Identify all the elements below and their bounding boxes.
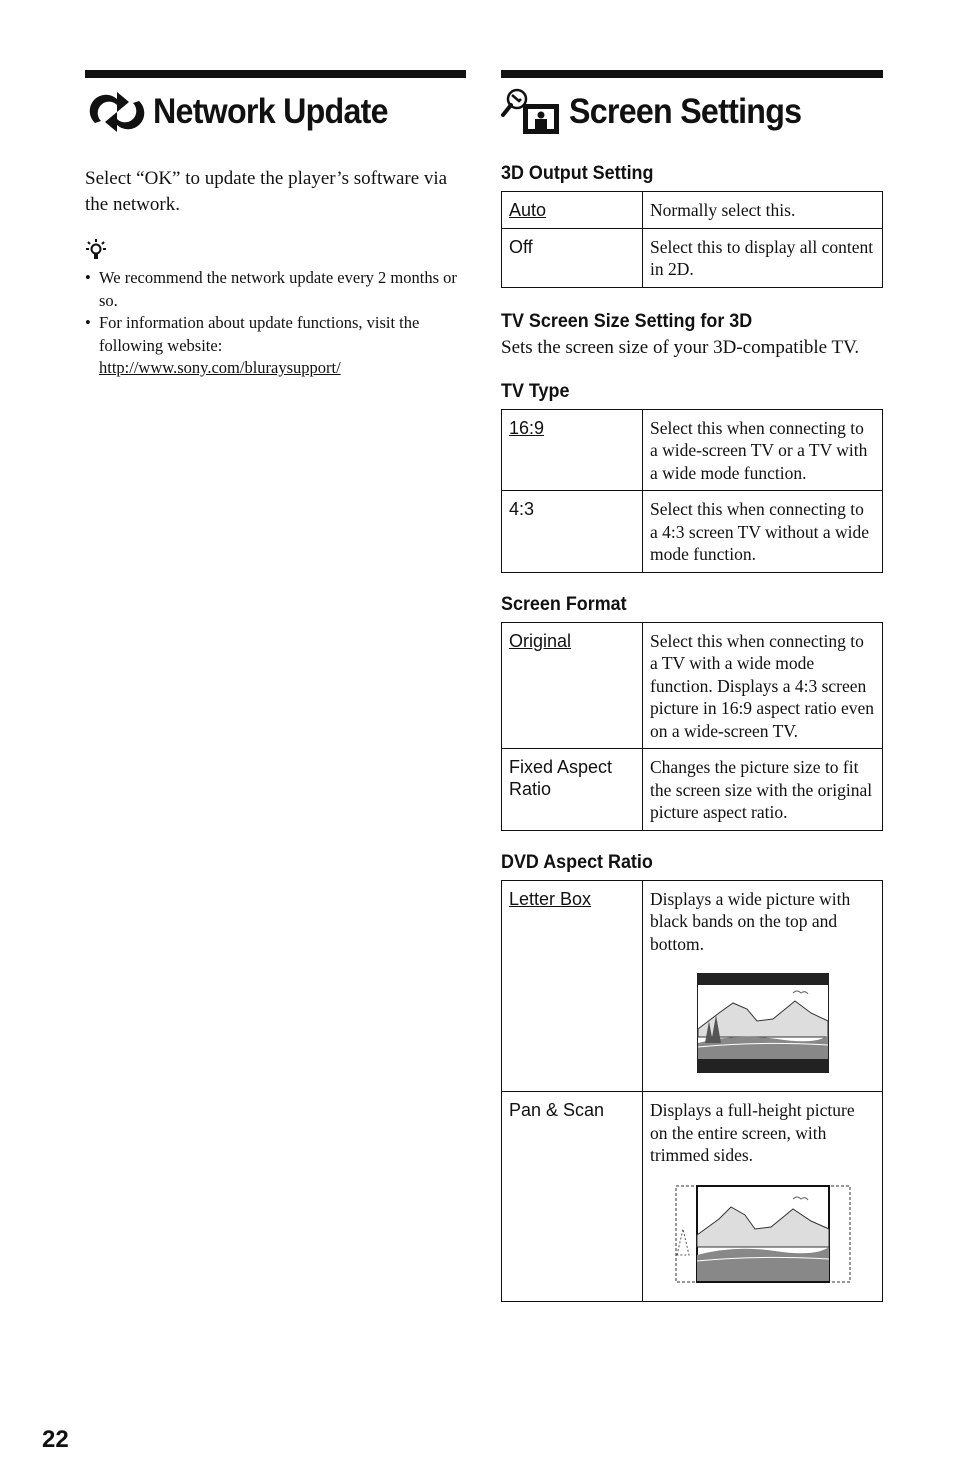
support-website-link[interactable]: http://www.sony.com/bluraysupport/ <box>99 358 341 377</box>
letterbox-illustration <box>697 973 829 1073</box>
screen-settings-heading <box>501 84 883 140</box>
table-row <box>502 409 883 491</box>
table-row <box>502 622 883 749</box>
option-label: 16:9 <box>509 417 545 438</box>
option-description: Select this when connecting to a wide-screen TV or a TV with a wide mode function. <box>643 409 883 491</box>
option-label: Auto <box>509 200 547 220</box>
table-row <box>502 880 883 1092</box>
tvtype-table <box>501 409 883 573</box>
screen-settings-section <box>501 70 883 1302</box>
network-update-intro: Select “OK” to update the player’s software via the network. <box>85 168 448 215</box>
screen-settings-title: Screen Settings <box>569 92 802 131</box>
output3d-table <box>501 191 883 288</box>
option-description: Select this when connecting to a TV with a wide mode function. Displays a 4:3 screen picture in 16:9 aspect ratio even on a wide-screen TV. <box>643 622 883 749</box>
dvdaspect-table <box>501 880 883 1302</box>
tips-list <box>85 267 466 380</box>
pan-and-scan-illustration <box>675 1185 851 1283</box>
option-description: Select this when connecting to a 4:3 screen TV without a wide mode function. <box>643 491 883 573</box>
table-row <box>502 228 883 287</box>
option-label: Off <box>502 228 643 287</box>
option-description: Displays a wide picture with black bands on the top and bottom. <box>650 888 851 954</box>
option-label: Pan & Scan <box>502 1092 643 1302</box>
tip-item: • We recommend the network update every 2 months or so. <box>85 267 466 312</box>
tvsize3d-text: Sets the screen size of your 3D-compatible TV. <box>501 336 860 358</box>
option-label: Letter Box <box>509 888 592 909</box>
table-row <box>502 749 883 831</box>
option-description: Normally select this. <box>643 192 883 229</box>
option-label: 4:3 <box>502 491 643 573</box>
table-row <box>502 491 883 573</box>
option-label: Fixed Aspect Ratio <box>502 749 643 831</box>
tip-item <box>85 312 466 380</box>
table-row <box>502 192 883 229</box>
tip-text: For information about update functions, visit the following website: <box>99 313 420 355</box>
tvsize3d-heading: TV Screen Size Setting for 3D <box>501 309 753 332</box>
section-rule <box>85 70 466 78</box>
section-rule <box>501 70 883 78</box>
hint-lightbulb-icon <box>85 238 107 262</box>
screen-settings-icon <box>501 87 565 137</box>
tvtype-heading: TV Type <box>501 379 570 402</box>
option-description: Displays a full-height picture on the entire screen, with trimmed sides. <box>650 1100 855 1165</box>
option-label: Original <box>509 630 572 651</box>
option-description: Select this to display all content in 2D. <box>643 228 883 287</box>
option-description: Changes the picture size to fit the screen size with the original picture aspect ratio. <box>643 749 883 831</box>
network-update-section <box>85 70 466 380</box>
screenformat-table <box>501 622 883 831</box>
page-number: 22 <box>42 1426 69 1453</box>
network-update-heading <box>85 84 466 140</box>
network-update-title: Network Update <box>153 92 388 131</box>
dvdaspect-heading: DVD Aspect Ratio <box>501 850 653 873</box>
table-row <box>502 1092 883 1302</box>
screenformat-heading: Screen Format <box>501 592 627 615</box>
output3d-heading: 3D Output Setting <box>501 162 654 184</box>
refresh-icon <box>85 87 149 137</box>
